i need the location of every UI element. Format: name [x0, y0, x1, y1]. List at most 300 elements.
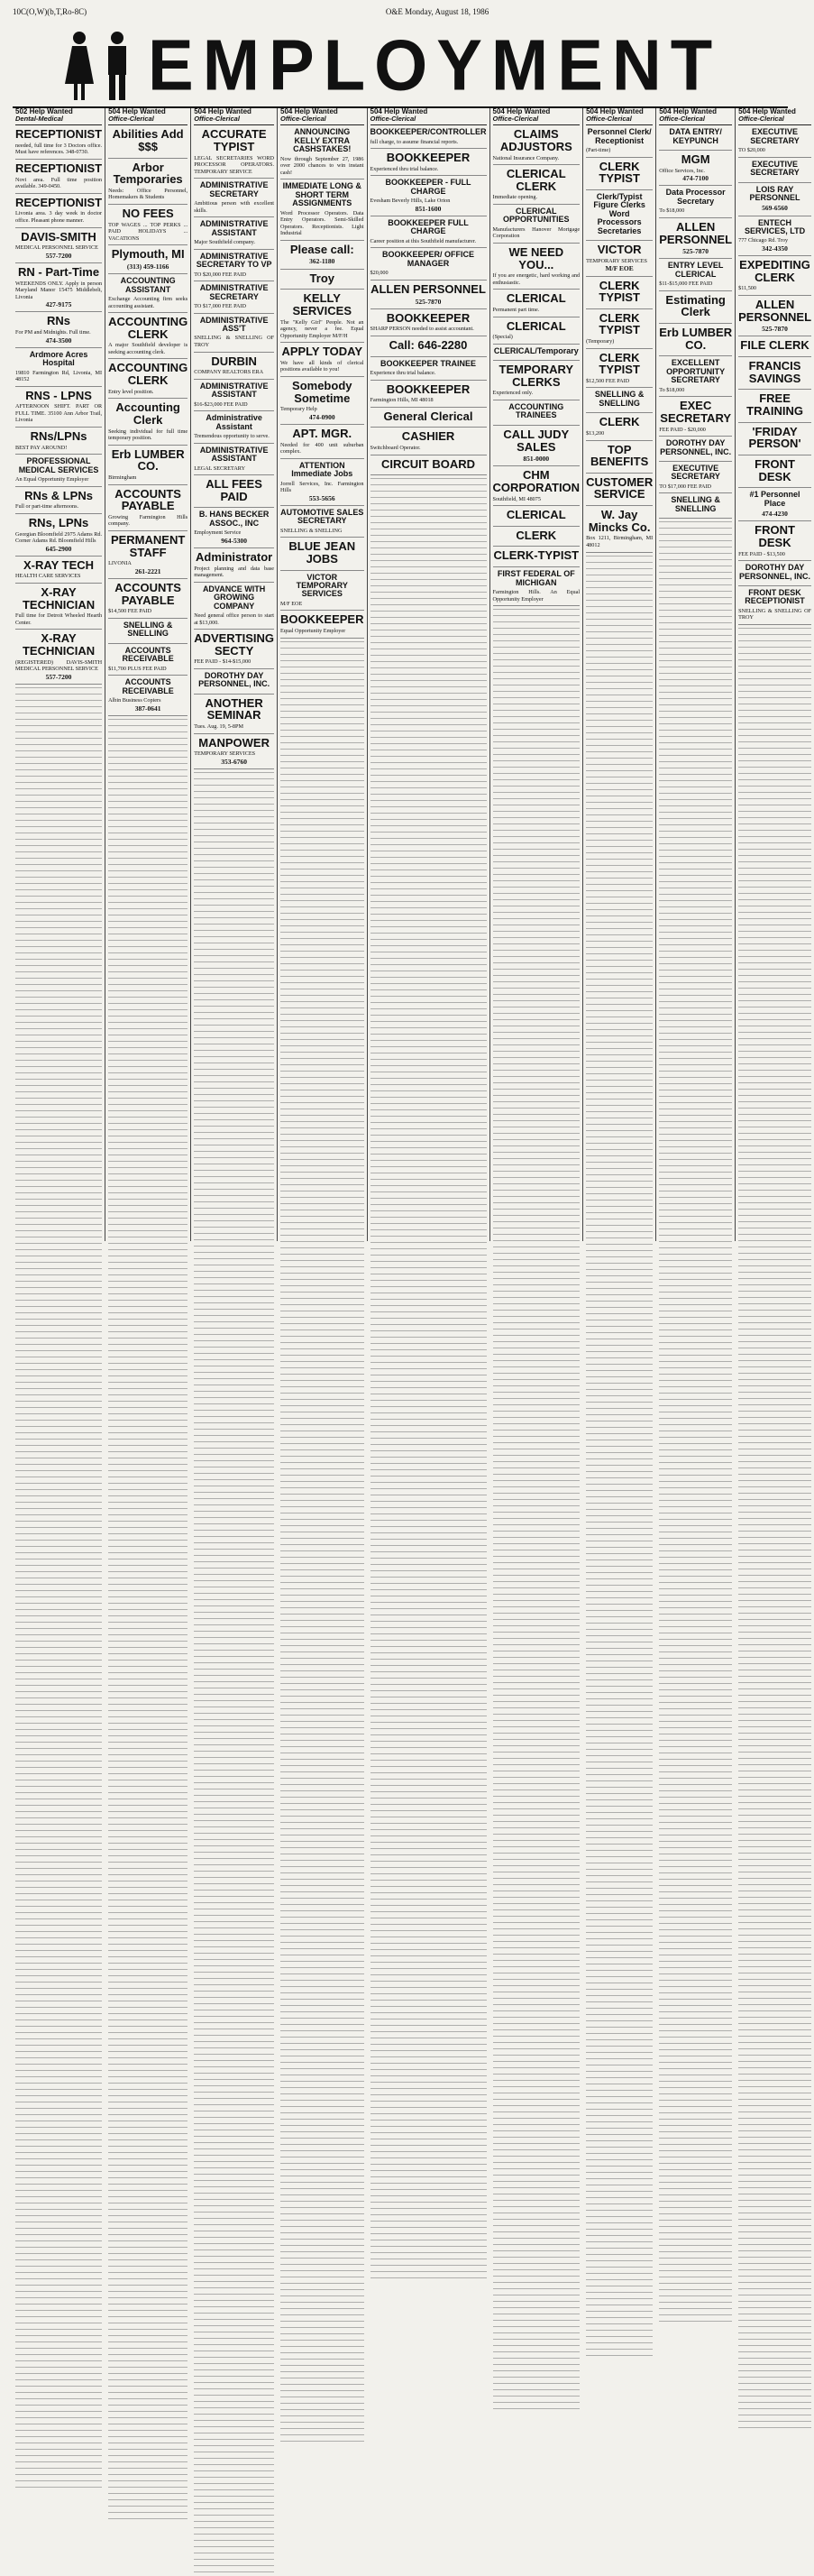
ad-body: Birmingham: [108, 474, 137, 481]
ad-headline: DOROTHY DAY PERSONNEL, INC.: [660, 438, 732, 456]
category-title: Help Wanted: [384, 107, 428, 115]
ad-phone: 569-6560: [762, 204, 788, 213]
ad-body: Full or part-time afternoons.: [15, 503, 79, 511]
classified-ad: [586, 244, 653, 276]
ad-body: Entry level position.: [108, 388, 154, 395]
classified-ad: [738, 259, 811, 296]
classified-ad: [738, 392, 811, 422]
classified-ad: [586, 509, 653, 552]
classified-ad: [280, 292, 363, 343]
ad-headline: SNELLING & SNELLING: [594, 390, 645, 408]
classified-ad: [280, 380, 363, 425]
classified-ad: [738, 161, 811, 183]
ad-headline: TEMPORARY CLERKS: [498, 363, 574, 389]
ad-headline: EXECUTIVE SECRETARY: [750, 127, 800, 145]
ad-headline: CALL JUDY SALES: [503, 427, 570, 454]
ad-headline: FRANCIS SAVINGS: [748, 359, 801, 385]
column-heading: [108, 108, 187, 125]
ad-headline: Ardmore Acres Hospital: [29, 349, 88, 368]
classified-ad: [15, 457, 102, 486]
ad-body: Now through September 27, 1986 over 2000 chances to win instant cash!: [280, 155, 364, 176]
ad-headline: SNELLING & SNELLING: [123, 620, 173, 639]
classified-ad: [370, 312, 487, 336]
ad-body: SNELLING & SNELLING OF TROY: [738, 607, 811, 621]
ad-phone: 261-2221: [134, 566, 161, 575]
ad-body: SNELLING & SNELLING OF TROY: [194, 335, 275, 348]
ad-body: AFTERNOON SHIFT. PART OR FULL TIME. 35100 Ann Arbor Trail, Livonia: [15, 403, 103, 424]
ad-headline: FRONT DESK RECEPTIONIST: [745, 587, 805, 606]
ad-headline: ADVERTISING SECTY: [194, 631, 275, 658]
ad-headline: Troy: [309, 271, 334, 285]
ad-headline: RECEPTIONIST: [15, 161, 103, 176]
category-subtitle: Office-Clerical: [194, 115, 240, 124]
column-fine-print: [659, 521, 732, 2325]
classified-column: [735, 108, 814, 1241]
classified-ad: [586, 280, 653, 309]
classified-ad: [108, 248, 187, 274]
classified-column: [190, 108, 277, 1241]
ad-headline: CLERK-TYPIST: [493, 548, 580, 563]
classified-ad: [493, 403, 581, 426]
ad-body: Box 1211, Birmingham, MI 48012: [586, 535, 654, 548]
column-heading: [586, 108, 653, 125]
ad-phone: 474-4230: [762, 510, 788, 519]
ad-headline: FRONT DESK: [755, 523, 795, 549]
ad-body: $14,500 FEE PAID: [108, 608, 152, 615]
ad-body: LIVONIA: [108, 560, 132, 567]
ad-headline: ANOTHER SEMINAR: [205, 695, 263, 722]
ad-body: For PM and Midnights. Full time.: [15, 329, 91, 336]
classified-ad: [280, 345, 363, 377]
classified-ad: [15, 266, 102, 312]
category-number: 504: [586, 107, 599, 115]
ad-phone: 387-0641: [134, 704, 161, 713]
employment-banner: [63, 25, 784, 106]
classified-ad: [659, 294, 732, 324]
classified-ad: [194, 317, 274, 353]
classified-ad: [370, 128, 487, 149]
ad-body: TO $17,000 FEE PAID: [659, 483, 711, 490]
ad-headline: ANNOUNCING KELLY EXTRA CASHSTAKES!: [293, 127, 352, 154]
classified-ad: [108, 128, 187, 158]
page-dateline: O&E Monday, August 18, 1986: [385, 7, 489, 16]
ad-headline: ATTENTION Immediate Jobs: [291, 460, 353, 479]
classified-ad: [586, 444, 653, 474]
classified-ad: [586, 352, 653, 389]
column-fine-print: [194, 772, 274, 2576]
ad-phone: 474-7100: [682, 174, 709, 183]
category-title: Help Wanted: [672, 107, 717, 115]
ad-body: (REGISTERED) DAVIS-SMITH MEDICAL PERSONNEL SERVICE: [15, 658, 103, 673]
ad-headline: FREE TRAINING: [746, 391, 803, 418]
woman-figure-icon: [63, 30, 96, 102]
classified-ad: [738, 426, 811, 455]
ad-body: Immediate opening.: [492, 194, 538, 201]
ad-headline: LOIS RAY PERSONNEL: [749, 184, 800, 203]
category-number: 504: [738, 107, 751, 115]
ad-body: Growing Farmington Hills company.: [108, 513, 188, 528]
category-subtitle: Office-Clerical: [586, 115, 632, 124]
classified-ad: [493, 128, 581, 165]
ad-body: Full time for Detroit Wheeled Hearth Center.: [15, 612, 103, 626]
classified-ad: [15, 231, 102, 263]
category-title: Help Wanted: [507, 107, 551, 115]
ad-headline: ADMINISTRATIVE ASSISTANT: [199, 445, 269, 464]
category-number: 504: [194, 107, 206, 115]
classified-ad: [493, 549, 581, 567]
ad-headline: General Clerical: [383, 409, 473, 423]
ad-body: SHARP PERSON needed to assist accountant.: [370, 326, 474, 333]
category-number: 504: [280, 107, 293, 115]
ad-body: Permanent part time.: [492, 307, 540, 313]
man-figure-icon: [101, 30, 133, 102]
ad-phone: 557-7200: [45, 672, 72, 681]
ad-headline: FILE CLERK: [740, 338, 809, 353]
ad-body: TEMPORARY SERVICES: [586, 257, 647, 264]
ad-body: $11,500: [738, 285, 756, 292]
ad-body: FEE PAID - $13,500: [738, 550, 785, 557]
classified-ad: [370, 179, 487, 216]
classified-ad: [15, 586, 102, 630]
classified-ad: [370, 410, 487, 428]
classified-ad: [280, 462, 363, 506]
ad-headline: VICTOR: [597, 243, 642, 257]
column-fine-print: [586, 556, 653, 2360]
classified-ad: [738, 299, 811, 336]
category-title: Help Wanted: [207, 107, 252, 115]
ad-headline: TOP BENEFITS: [590, 442, 649, 469]
category-number: 504: [492, 107, 505, 115]
ad-body: BEST PAY AROUND!: [15, 444, 68, 451]
ad-body: To $18,000: [659, 207, 685, 215]
ad-body: Switchboard Operator.: [370, 445, 421, 452]
ad-phone: 525-7870: [682, 247, 709, 256]
ad-body: Seeking individual for full time temporary position.: [108, 428, 188, 442]
ad-headline: DURBIN: [211, 354, 257, 368]
ad-body: We have all kinds of clerical positions available to you!: [280, 359, 364, 373]
classified-ad: [108, 582, 187, 619]
classified-ad: [194, 181, 274, 217]
ad-headline: RNs, LPNs: [28, 515, 89, 529]
classified-ad: [194, 284, 274, 313]
ad-headline: Accounting Clerk: [115, 400, 180, 427]
ad-headline: BOOKKEEPER - FULL CHARGE: [385, 178, 471, 196]
column-heading: [15, 108, 102, 125]
classified-ad: [586, 128, 653, 157]
category-number: 504: [370, 107, 382, 115]
classified-ad: [194, 253, 274, 281]
ad-phone: 851-0000: [523, 455, 550, 464]
classified-ad: [659, 221, 732, 259]
classified-ad: [738, 564, 811, 586]
classified-ad: [493, 363, 581, 400]
ad-body: TEMPORARY SERVICES: [194, 750, 256, 758]
ad-headline: CUSTOMER SERVICE: [586, 474, 654, 501]
ad-headline: ACCOUNTING CLERK: [108, 361, 188, 388]
ad-headline: PROFESSIONAL MEDICAL SERVICES: [18, 456, 99, 474]
ad-headline: ACCOUNTING CLERK: [108, 315, 188, 341]
classified-ad: [493, 469, 581, 506]
ad-headline: EXCELLENT OPPORTUNITY SECRETARY: [666, 358, 726, 385]
ad-headline: BOOKKEEPER/CONTROLLER: [370, 127, 487, 137]
classified-ad: [738, 186, 811, 216]
ad-body: Experience thru trial balance.: [370, 369, 436, 376]
ad-body: TO $20,000 FEE PAID: [194, 271, 246, 278]
ad-body: Major Southfield company.: [194, 239, 256, 246]
column-heading: [659, 108, 732, 125]
classified-ad: [194, 382, 274, 411]
ad-headline: DAVIS-SMITH: [21, 229, 96, 244]
classified-ad: [659, 496, 732, 519]
ad-phone: 474-0900: [308, 412, 335, 421]
ad-headline: Administrative Assistant: [206, 413, 262, 431]
classified-ad: [493, 347, 581, 361]
ad-headline: DATA ENTRY/ KEYPUNCH: [669, 127, 722, 145]
classified-ad: [370, 219, 487, 248]
ad-headline: CLERK: [599, 415, 640, 429]
banner-title: EMPLOYMENT: [148, 24, 722, 106]
ad-headline: ADMINISTRATIVE ASS'T: [199, 315, 269, 333]
ad-headline: ALLEN PERSONNEL: [738, 298, 812, 324]
classified-ad: [586, 312, 653, 349]
ad-headline: BOOKKEEPER: [386, 382, 471, 396]
category-number: 504: [659, 107, 672, 115]
classified-ad: [15, 430, 102, 455]
category-subtitle: Office-Clerical: [370, 115, 416, 124]
ad-body: FEE PAID - $14-$15,000: [194, 658, 252, 666]
ad-headline: #1 Personnel Place: [749, 490, 800, 508]
ad-headline: ADMINISTRATIVE SECRETARY: [199, 180, 269, 198]
classified-ad: [659, 153, 732, 186]
ad-body: 777 Chicago Rd. Troy: [738, 237, 789, 244]
ad-headline: Personnel Clerk/ Receptionist: [587, 127, 652, 145]
classified-ad: [194, 446, 274, 475]
classified-ad: [108, 277, 187, 313]
ad-headline: Estimating Clerk: [665, 292, 726, 319]
classified-ad: [108, 678, 187, 716]
ad-headline: ALLEN PERSONNEL: [659, 219, 733, 246]
ad-phone: 645-2900: [45, 544, 72, 553]
ad-headline: RECEPTIONIST: [15, 127, 103, 142]
ad-headline: MANPOWER: [198, 735, 270, 750]
ad-body: Georgian Bloomfield 2975 Adams Rd. Corner Adams Rd. Bloomfield Hills: [15, 530, 103, 545]
classified-ad: [108, 621, 187, 644]
ad-headline: CLERK TYPIST: [599, 278, 640, 305]
classified-ad: [15, 390, 102, 428]
ad-body: HEALTH CARE SERVICES: [15, 573, 81, 580]
ad-headline: CHM CORPORATION: [492, 468, 581, 494]
ad-headline: APPLY TODAY: [281, 345, 363, 359]
ad-body: Ambitious person with excellent skills.: [194, 200, 275, 214]
ad-headline: Call: 646-2280: [389, 337, 468, 352]
ad-headline: ACCOUNTS PAYABLE: [114, 580, 181, 607]
category-title: Help Wanted: [294, 107, 338, 115]
ad-body: Evesham Beverly Hills, Lake Orion: [370, 198, 451, 205]
ad-headline: NO FEES: [122, 206, 174, 220]
ad-phone: 362-1180: [309, 257, 335, 266]
category-title: Help Wanted: [752, 107, 796, 115]
classified-ad: [493, 529, 581, 547]
ad-headline: ADMINISTRATIVE SECRETARY: [199, 283, 269, 301]
classified-ad: [108, 647, 187, 676]
ad-headline: X-RAY TECHNICIAN: [22, 631, 96, 658]
classified-ad: [586, 161, 653, 190]
ad-headline: BOOKKEEPER FULL CHARGE: [388, 218, 469, 236]
ad-headline: EXPEDITING CLERK: [739, 258, 810, 284]
classified-ad: [108, 488, 187, 531]
ad-body: $11-$15,000 FEE PAID: [659, 281, 713, 288]
classified-ad: [370, 339, 487, 357]
classified-ad: [659, 327, 732, 356]
classified-ad: [738, 589, 811, 625]
classified-ad: [493, 320, 581, 345]
category-number: 504: [108, 107, 121, 115]
ad-body: (Part-time): [586, 147, 611, 154]
ad-body: (Special): [492, 334, 513, 341]
classified-ad: [15, 162, 102, 194]
ad-body: Temporary Help: [280, 406, 317, 413]
ad-body: Experienced only.: [492, 390, 534, 397]
ad-headline: EXECUTIVE SECRETARY: [750, 159, 800, 178]
column-heading: [194, 108, 274, 125]
classified-ad: [586, 476, 653, 506]
ad-headline: EXEC SECRETARY: [660, 399, 732, 425]
classified-ad: [738, 360, 811, 390]
classified-columns: [13, 107, 812, 1241]
classified-ad: [15, 632, 102, 685]
ad-body: 19810 Farmington Rd, Livonia, MI 48152: [15, 369, 103, 383]
page-header: [13, 7, 788, 20]
classified-ad: [280, 613, 363, 638]
classified-column: [655, 108, 735, 1241]
ad-phone: 525-7870: [762, 325, 788, 334]
ad-headline: MGM: [681, 152, 710, 167]
category-subtitle: Office-Clerical: [738, 115, 784, 124]
ad-headline: CASHIER: [401, 429, 455, 444]
classified-ad: [659, 400, 732, 437]
ad-body: National Insurance Company.: [492, 154, 560, 161]
classified-ad: [659, 465, 732, 493]
ad-headline: BOOKKEEPER: [280, 612, 364, 627]
ad-body: TOP WAGES ... TOP PERKS ... PAID HOLIDAYS ... VACATIONS: [108, 221, 188, 242]
ad-headline: BLUE JEAN JOBS: [288, 539, 356, 566]
ad-headline: ACCOUNTS PAYABLE: [114, 486, 181, 513]
ad-headline: CLAIMS ADJUSTORS: [499, 127, 572, 153]
category-title: Help Wanted: [122, 107, 166, 115]
classified-ad: [15, 128, 102, 160]
ad-phone: 474-3500: [45, 336, 72, 345]
classified-ad: [15, 490, 102, 514]
ad-phone: (313) 459-1166: [126, 262, 169, 271]
ad-body: $20,000: [370, 270, 389, 277]
classified-ad: [15, 517, 102, 557]
ad-body: SNELLING & SNELLING: [280, 527, 343, 534]
classified-ad: [15, 351, 102, 387]
ad-body: FEE PAID - $20,000: [659, 426, 706, 433]
classified-column: [13, 108, 105, 1241]
classified-ad: [194, 551, 274, 583]
ad-phone: 964-5300: [221, 536, 247, 545]
classified-ad: [586, 391, 653, 413]
ad-headline: SNELLING & SNELLING: [671, 495, 720, 513]
classified-ad: [370, 383, 487, 408]
ad-headline: ENTECH SERVICES, LTD: [744, 217, 806, 236]
classified-column: [277, 108, 366, 1241]
category-number: 502: [15, 107, 28, 115]
ad-headline: FRONT DESK: [755, 456, 795, 483]
ad-body: Jorrell Services, Inc. Farmington Hills: [280, 480, 364, 494]
classified-ad: [370, 430, 487, 455]
classified-ad: [493, 168, 581, 205]
ad-headline: PERMANENT STAFF: [110, 532, 186, 559]
classified-ad: [659, 128, 732, 151]
ad-phone: 851-1600: [415, 204, 442, 213]
category-subtitle: Office-Clerical: [659, 115, 705, 124]
classified-ad: [659, 359, 732, 397]
classified-ad: [280, 509, 363, 538]
ad-headline: Erb LUMBER CO.: [111, 446, 185, 474]
classified-ad: [370, 251, 487, 280]
classified-ad: [370, 152, 487, 176]
ad-body: needed, full time for 3 Doctors office. Must have references. 348-0730.: [15, 142, 103, 156]
ad-body: TO $17,000 FEE PAID: [194, 302, 246, 309]
ad-headline: ACCOUNTS RECEIVABLE: [122, 677, 174, 695]
ad-headline: RNs & LPNs: [24, 488, 93, 502]
ad-headline: Arbor Temporaries: [113, 160, 183, 187]
ad-phone: 342-4350: [762, 244, 788, 253]
classified-ad: [194, 737, 274, 769]
ad-body: Employment Service: [194, 529, 242, 537]
classified-ad: [194, 511, 274, 548]
ad-body: WEEKENDS ONLY. Apply in person Maryland Manor 15475 Middlebelt, Livonia: [15, 280, 103, 300]
ad-body: An Equal Opportunity Employer: [15, 476, 89, 483]
classified-ad: [586, 193, 653, 241]
ad-body: Exchange Accounting firm seeks accounting assistant.: [108, 295, 188, 309]
classified-ad: [738, 339, 811, 357]
ad-body: Novi area. Full time position available. 349-0450.: [15, 176, 103, 190]
ad-body: Farmington Hills. An Equal Opportunity Employer: [492, 588, 581, 603]
classified-ad: [370, 283, 487, 309]
ad-headline: Erb LUMBER CO.: [659, 326, 733, 352]
classified-ad: [15, 315, 102, 347]
ad-headline: ALLEN PERSONNEL: [370, 281, 486, 296]
ad-body: Southfield, MI 48075: [492, 495, 541, 502]
ad-headline: CLERICAL OPPORTUNITIES: [503, 206, 570, 225]
ad-body: Tues. Aug. 19, 5-8PM: [194, 723, 243, 731]
page-section-code: 10C(O,W)(b,T,Ro-8C): [13, 7, 87, 16]
ad-headline: EXECUTIVE SECRETARY: [671, 463, 720, 482]
ad-headline: RNs/LPNs: [30, 429, 87, 444]
ad-headline: APT. MGR.: [292, 426, 352, 440]
ad-headline: X-RAY TECHNICIAN: [22, 585, 96, 612]
classified-ad: [280, 272, 363, 290]
ad-headline: CIRCUIT BOARD: [381, 456, 475, 471]
ad-body: Equal Opportunity Employer: [280, 628, 346, 635]
ad-headline: CLERICAL: [506, 291, 566, 306]
ad-body: Need general office person to start at $13,000.: [194, 612, 275, 626]
classified-ad: [194, 220, 274, 249]
classified-ad: [108, 448, 187, 485]
ad-headline: Abilities Add $$$: [112, 127, 184, 153]
ad-headline: ACCOUNTS RECEIVABLE: [122, 645, 174, 664]
classified-ad: [280, 128, 363, 179]
column-fine-print: [370, 478, 487, 2282]
classified-column: [105, 108, 190, 1241]
ad-headline: DOROTHY DAY PERSONNEL, INC.: [198, 670, 270, 689]
classified-ad: [493, 509, 581, 527]
column-heading: [493, 108, 581, 125]
ad-headline: BOOKKEEPER: [386, 310, 471, 325]
